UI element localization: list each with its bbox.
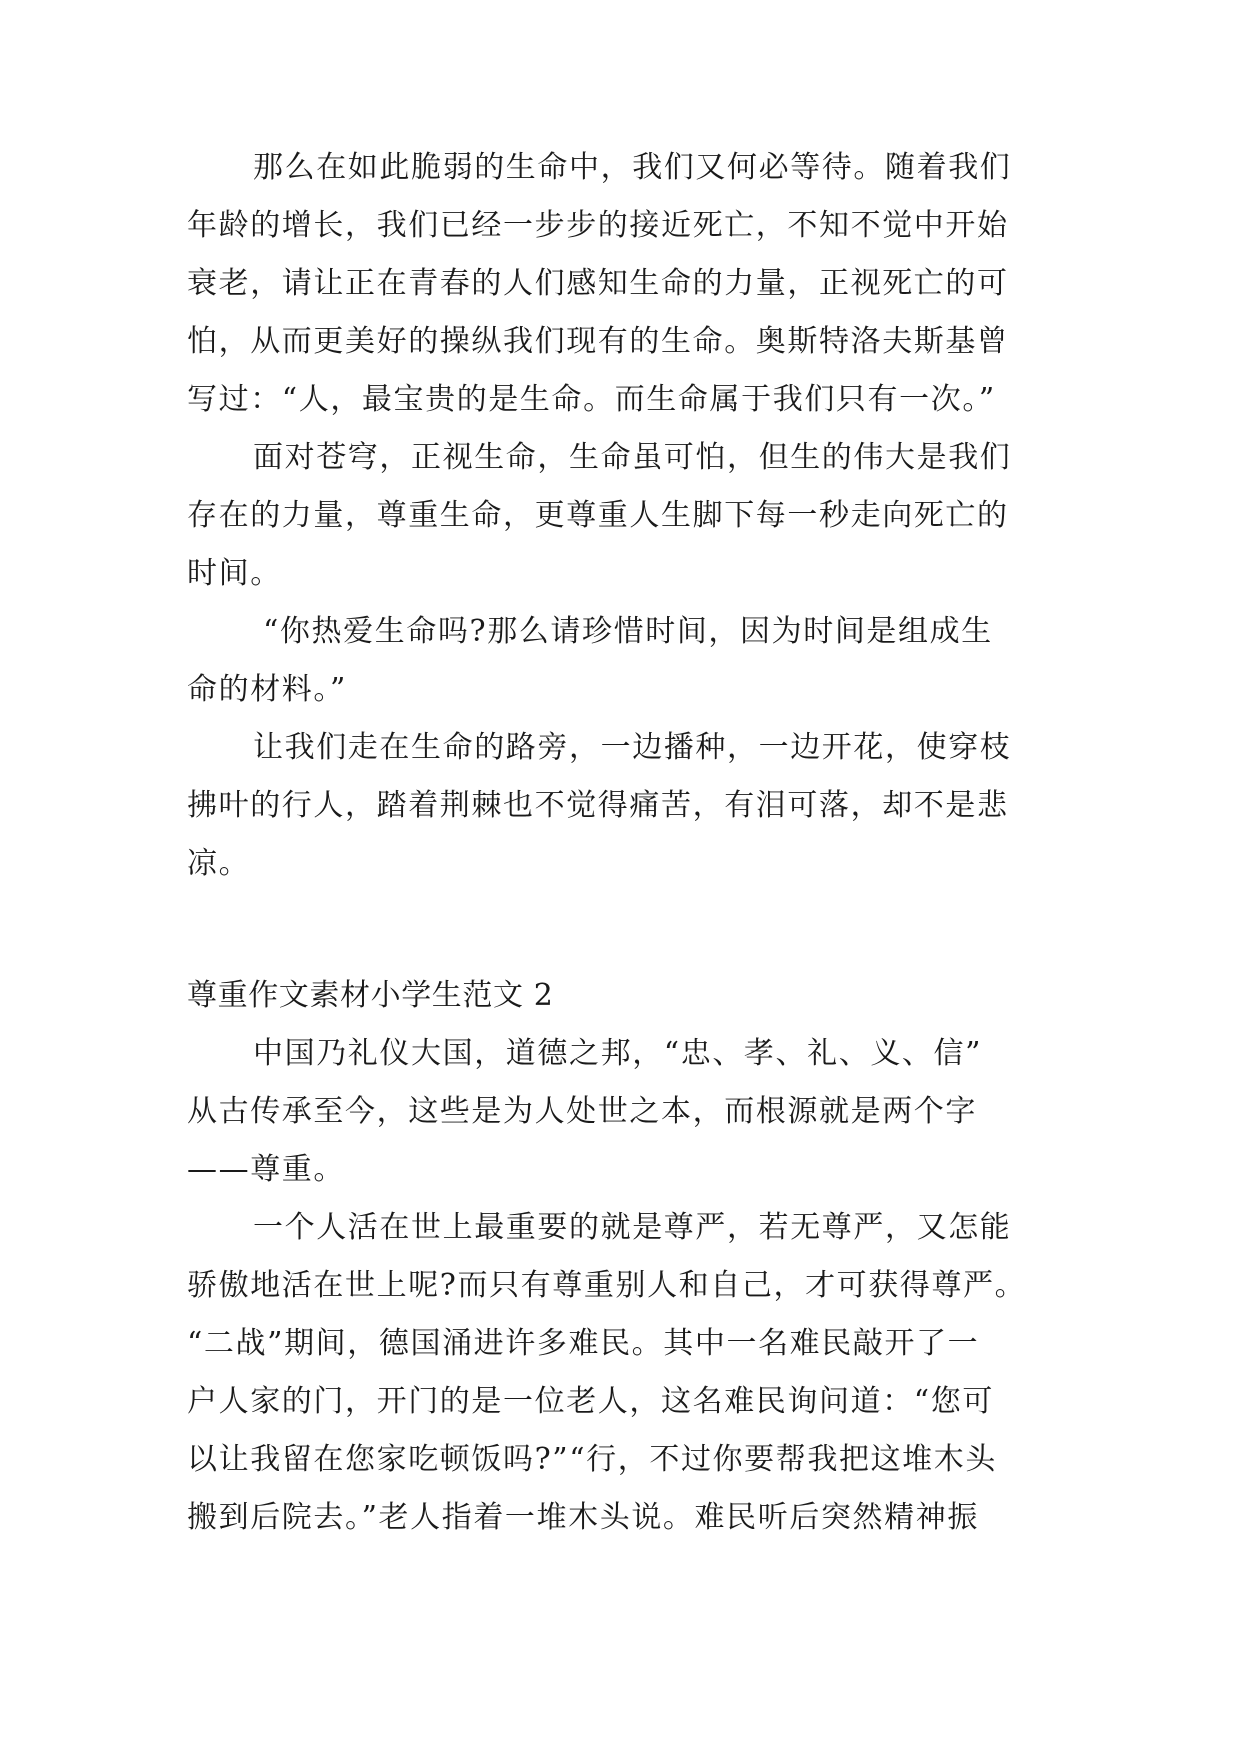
text-line: 命的材料。” [187, 672, 347, 707]
text-line: 让我们走在生命的路旁，一边播种，一边开花，使穿枝 [253, 730, 1012, 765]
text-line: “你热爱生命吗?那么请珍惜时间，因为时间是组成生 [263, 614, 993, 649]
text-line: 中国乃礼仪大国，道德之邦，“忠、孝、礼、义、信” [253, 1036, 983, 1071]
text-line: ——尊重。 [187, 1152, 345, 1187]
text-line: 面对苍穹，正视生命，生命虽可怕，但生的伟大是我们 [253, 440, 1012, 475]
text-line: 一个人活在世上最重要的就是尊严，若无尊严，又怎能 [253, 1210, 1012, 1245]
text-line: “二战”期间，德国涌进许多难民。其中一名难民敲开了一 [187, 1326, 980, 1361]
text-line: 户人家的门，开门的是一位老人，这名难民询问道：“您可 [187, 1384, 994, 1419]
text-line: 拂叶的行人，踏着荆棘也不觉得痛苦，有泪可落，却不是悲 [187, 788, 1009, 823]
text-line: 年龄的增长，我们已经一步步的接近死亡，不知不觉中开始 [187, 208, 1009, 243]
text-line: 骄傲地活在世上呢?而只有尊重别人和自己，才可获得尊严。 [187, 1268, 1027, 1303]
text-line: 那么在如此脆弱的生命中，我们又何必等待。随着我们 [253, 150, 1012, 185]
text-line: 时间。 [187, 556, 282, 591]
text-line: 凉。 [187, 846, 251, 881]
text-line: 搬到后院去。”老人指着一堆木头说。难民听后突然精神振 [187, 1500, 979, 1535]
section-heading: 尊重作文素材小学生范文 2 [187, 978, 554, 1013]
text-line: 以让我留在您家吃顿饭吗?”“行，不过你要帮我把这堆木头 [187, 1442, 997, 1477]
text-line: 怕，从而更美好的操纵我们现有的生命。奥斯特洛夫斯基曾 [187, 324, 1009, 359]
text-line: 衰老，请让正在青春的人们感知生命的力量，正视死亡的可 [187, 266, 1009, 301]
text-line: 存在的力量，尊重生命，更尊重人生脚下每一秒走向死亡的 [187, 498, 1009, 533]
text-line: 写过：“人，最宝贵的是生命。而生命属于我们只有一次。” [187, 382, 996, 417]
text-line: 从古传承至今，这些是为人处世之本，而根源就是两个字 [187, 1094, 977, 1129]
